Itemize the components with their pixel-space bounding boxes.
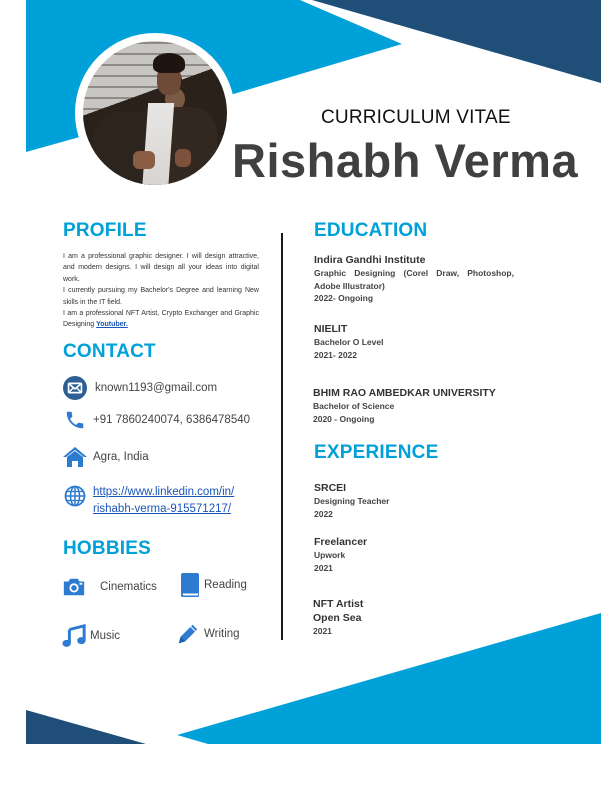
profile-summary: [63, 251, 259, 331]
experience-period: 2022: [314, 508, 333, 519]
education-period: 2021- 2022: [314, 349, 358, 360]
youtuber-link[interactable]: Youtuber.: [96, 321, 128, 329]
hobby-label: Writing: [204, 628, 240, 640]
experience-period: 2021: [313, 626, 332, 636]
education-detail: Graphic Designing (Corel Draw, Photoshop, Adobe Illustrator): [314, 268, 514, 291]
hobby-label: Music: [90, 630, 121, 642]
linkedin-link-group: [93, 484, 234, 518]
linkedin-link-line1[interactable]: https://www.linkedin.com/in/: [93, 486, 235, 498]
bottom-navy-triangle: [26, 710, 146, 744]
camera-icon: [62, 575, 86, 599]
pencil-icon: [176, 622, 200, 646]
column-divider: [281, 233, 283, 640]
photo-hand: [175, 149, 191, 167]
music-icon: [62, 624, 86, 648]
person-name: Rishabh Verma: [232, 134, 579, 187]
hobbies-heading: HOBBIES: [63, 538, 151, 559]
experience-heading: EXPERIENCE: [314, 442, 439, 463]
phone-icon: [63, 408, 87, 432]
hobby-music: [62, 624, 120, 648]
education-entry: [314, 253, 514, 305]
profile-heading: PROFILE: [63, 220, 147, 241]
hobby-label: Reading: [204, 579, 247, 591]
hobby-cinematics: [62, 575, 157, 599]
hobby-writing: [176, 622, 240, 646]
education-institution: BHIM RAO AMBEDKAR UNIVERSITY: [313, 387, 496, 399]
contact-phone: [63, 408, 250, 432]
hobby-label: Cinematics: [100, 581, 157, 593]
experience-entry: [313, 597, 363, 638]
profile-paragraph-text: I am a professional NFT Artist, Crypto Exchanger and Graphic Designing: [63, 310, 259, 329]
education-period: 2020 - Ongoing: [313, 413, 375, 424]
education-period: 2022- Ongoing: [314, 293, 374, 303]
document-label: CURRICULUM VITAE: [321, 107, 511, 128]
book-icon: [178, 573, 202, 597]
experience-company: NFT Artist: [313, 598, 364, 610]
contact-location: [63, 445, 149, 469]
hobby-reading: [178, 573, 247, 597]
email-value[interactable]: known1193@gmail.com: [95, 382, 218, 394]
location-value: Agra, India: [93, 451, 149, 463]
education-entry: [314, 322, 383, 361]
experience-role: Upwork: [314, 550, 346, 560]
experience-period: 2021: [314, 562, 333, 573]
experience-entry: [314, 535, 367, 574]
contact-heading: CONTACT: [63, 341, 156, 362]
email-icon: [63, 376, 87, 400]
education-heading: EDUCATION: [314, 220, 428, 241]
experience-role: Open Sea: [313, 612, 362, 624]
education-detail: Bachelor O Level: [314, 337, 384, 347]
education-detail: Bachelor of Science: [313, 401, 395, 411]
profile-paragraph: I am a professional graphic designer. I will design attractive, and modern designs. I will design all your ideas into digital work.: [63, 253, 259, 283]
contact-linkedin: [63, 484, 234, 518]
experience-company: SRCEI: [314, 482, 347, 494]
education-institution: Indira Gandhi Institute: [314, 254, 426, 266]
education-institution: NIELIT: [314, 323, 348, 335]
profile-paragraph: I currently pursuing my Bachelor's Degree and learning New skills in the IT field.: [63, 287, 259, 306]
education-entry: [313, 386, 496, 425]
contact-email: [63, 376, 217, 400]
photo-hand: [133, 151, 155, 169]
profile-photo: [83, 41, 227, 185]
experience-entry: [314, 481, 389, 520]
experience-company: Freelancer: [314, 536, 368, 548]
photo-jacket-right: [167, 107, 217, 185]
phone-value[interactable]: +91 7860240074, 6386478540: [93, 414, 251, 426]
globe-icon: [63, 484, 87, 508]
photo-hair: [153, 53, 185, 73]
bottom-blue-shape: [177, 613, 601, 744]
profile-paragraph: [63, 308, 259, 331]
linkedin-link-line2[interactable]: rishabh-verma-915571217/: [93, 503, 232, 515]
home-icon: [63, 445, 87, 469]
experience-role: Designing Teacher: [314, 496, 390, 506]
